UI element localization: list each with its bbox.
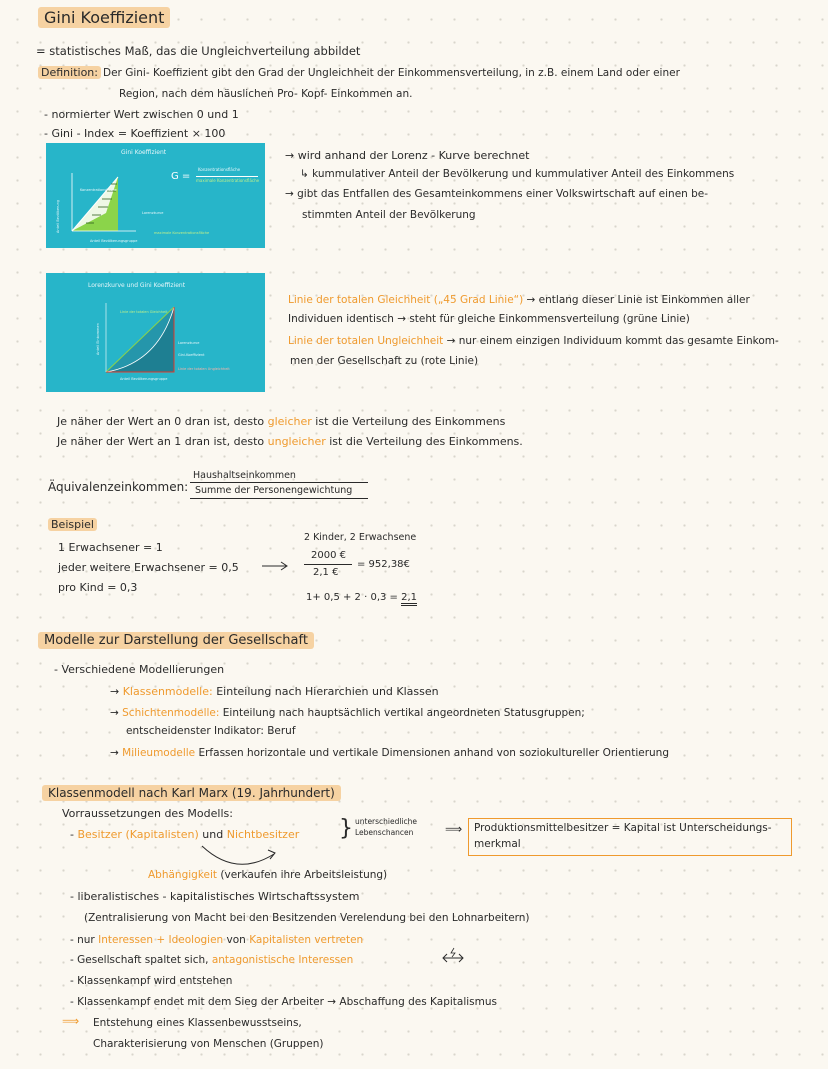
note-entfallen: → gibt das Entfallen des Gesamteinkommens einer Volkswirtschaft auf einen be- xyxy=(285,188,709,200)
aequivalenz-underline xyxy=(190,498,368,499)
definition-text-cont: Region, nach dem häuslichen Pro- Kopf- Einkommen an. xyxy=(119,88,413,100)
beispiel-haushalt: 2 Kinder, 2 Erwachsene xyxy=(304,532,417,543)
marx-klassenbewusstsein: Entstehung eines Klassenbewusstseins, xyxy=(93,1017,302,1029)
marx-conclusion-arrow-icon: ⟹ xyxy=(62,1014,80,1028)
aequivalenz-label: Äquivalenzeinkommen: xyxy=(48,480,189,494)
marx-brace-note-2: Lebenschancen xyxy=(355,828,414,837)
bullet-normierter-wert: - normierter Wert zwischen 0 und 1 xyxy=(44,108,239,121)
definition-summary: = statistisches Maß, das die Ungleichverteilung abbildet xyxy=(36,44,361,58)
note-gleichheit-cont: Individuen identisch → steht für gleiche Einkommensverteilung (grüne Linie) xyxy=(288,313,690,325)
comparison-line-1: Je näher der Wert an 1 dran ist, desto ungleicher ist die Verteilung des Einkommens. xyxy=(57,435,523,448)
note-entfallen-cont: stimmten Anteil der Bevölkerung xyxy=(302,209,476,221)
gini-formula-g: G = xyxy=(171,171,191,182)
marx-voraussetzungen: Vorraussetzungen des Modells: xyxy=(62,807,233,820)
marx-brace-note-1: unterschiedliche xyxy=(355,817,418,826)
modell-schichten-cont: entscheidenster Indikator: Beruf xyxy=(126,725,296,737)
marx-brace-icon: } xyxy=(339,816,353,841)
comparison-line-0: Je näher der Wert an 0 dran ist, desto gleicher ist die Verteilung des Einkommens xyxy=(57,415,506,428)
beispiel-arrow-icon xyxy=(262,561,292,571)
axis-y-label: Anteil Bevölkerung xyxy=(56,199,60,233)
modelle-subtitle: - Verschiedene Modellierungen xyxy=(54,663,225,676)
marx-box-line-1: Produktionsmittelbesitzer = Kapital ist Unterscheidungs- xyxy=(474,822,772,834)
beispiel-result: = 952,38€ xyxy=(357,559,410,570)
bullet-gini-index: - Gini - Index = Koeffizient × 100 xyxy=(44,127,226,140)
label-gini-koeffizient: Gini-Koeffizient xyxy=(178,353,205,357)
definition-text: Der Gini- Koeffizient gibt den Grad der Ungleichheit der Einkommensverteilung, in z.B. einem Land oder einer xyxy=(103,67,680,79)
gini-formula-denominator: maximale Konzentrationsfläche xyxy=(196,178,260,183)
beispiel-numerator: 2000 € xyxy=(311,550,346,561)
label-konzentrationsflaeche: Konzentrationsfläche xyxy=(80,188,117,192)
beispiel-weiterer: jeder weitere Erwachsener = 0,5 xyxy=(58,561,239,574)
modell-klassen: → Klassenmodelle: Einteilung nach Hierarchien und Klassen xyxy=(110,685,439,698)
label-linie-gleichheit: Linie der totalen Gleichheit xyxy=(120,310,168,314)
marx-besitzer-line: - Besitzer (Kapitalisten) und Nichtbesitzer xyxy=(70,828,300,841)
marx-bullet-gesellschaft: - Gesellschaft spaltet sich, antagonistische Interessen xyxy=(70,954,354,966)
section-modelle-title: Modelle zur Darstellung der Gesellschaft xyxy=(38,634,314,648)
page-title: Gini Koeffizient xyxy=(38,11,170,25)
marx-abhaengigkeit: Abhängigkeit (verkaufen ihre Arbeitsleistung) xyxy=(148,869,388,881)
conflict-arrow-icon xyxy=(441,948,467,964)
label-lorenzkurve-2: Lorenzkurve xyxy=(178,341,200,345)
beispiel-kind: pro Kind = 0,3 xyxy=(58,581,138,594)
marx-bullet-sieg: - Klassenkampf endet mit dem Sieg der Arbeiter → Abschaffung des Kapitalismus xyxy=(70,996,497,1008)
label-linie-ungleichheit: Linie der totalen Ungleichheit xyxy=(178,367,230,371)
note-kumulativ: ↳ kummulativer Anteil der Bevölkerung und kummulativer Anteil des Einkommens xyxy=(300,168,735,180)
beispiel-erwachsener: 1 Erwachsener = 1 xyxy=(58,541,163,554)
definition-label: Definition: xyxy=(38,66,101,80)
axis-x-label-2: Anteil Bevölkerungsgruppe xyxy=(120,377,168,381)
note-ungleichheit-cont: men der Gesellschaft zu (rote Linie) xyxy=(290,355,479,367)
note-gleichheit: Linie der totalen Gleichheit („45 Grad Linie“) → entlang dieser Linie ist Einkommen aller xyxy=(288,294,750,306)
aequivalenz-denominator: Summe der Personengewichtung xyxy=(195,485,353,496)
marx-bullet-wirtschaftssystem: - liberalistisches - kapitalistisches Wirtschaftssystem xyxy=(70,890,360,903)
modell-schichten: → Schichtenmodelle: Einteilung nach hauptsächlich vertikal angeordneten Statusgruppen; xyxy=(110,707,585,719)
beispiel-denominator: 2,1 € xyxy=(313,567,339,578)
lorenz-diagram-title: Lorenzkurve und Gini Koeffizient xyxy=(88,282,186,289)
gini-diagram-image xyxy=(46,143,265,248)
marx-implies-arrow-icon: ⟹ xyxy=(445,822,463,836)
gini-formula-numerator: Konzentrationsfläche xyxy=(198,167,241,172)
beispiel-fraction-line xyxy=(304,564,352,565)
note-lorenz-berechnet: → wird anhand der Lorenz - Kurve berechnet xyxy=(285,149,530,162)
modell-milieu: → Milieumodelle Erfassen horizontale und vertikale Dimensionen anhand von soziokultureller Orientierung xyxy=(110,747,669,759)
marx-bullet-zentralisierung: (Zentralisierung von Macht bei den Besitzenden Verelendung bei den Lohnarbeitern) xyxy=(84,912,530,924)
label-max-konzentration: maximale Konzentrationsfläche xyxy=(154,231,210,235)
axis-x-label: Anteil Bevölkerungsgruppe xyxy=(90,239,138,243)
marx-bullet-interessen: - nur Interessen + Ideologien von Kapitalisten vertreten xyxy=(70,934,364,946)
label-lorenzkurve: Lorenzkurve xyxy=(142,211,164,215)
beispiel-label: Beispiel xyxy=(48,518,97,532)
marx-charakterisierung: Charakterisierung von Menschen (Gruppen) xyxy=(93,1038,324,1050)
section-marx-title: Klassenmodell nach Karl Marx (19. Jahrhundert) xyxy=(42,786,341,800)
gini-diagram-title: Gini Koeffizient xyxy=(121,149,167,156)
marx-bullet-klassenkampf: - Klassenkampf wird entstehen xyxy=(70,975,233,987)
lorenz-diagram-image xyxy=(46,273,265,392)
beispiel-calculation: 1+ 0,5 + 2 · 0,3 = 2,1 xyxy=(306,591,417,605)
aequivalenz-numerator: Haushaltseinkommen xyxy=(193,470,296,481)
aequivalenz-fraction-line xyxy=(190,482,368,483)
note-ungleichheit: Linie der totalen Ungleichheit → nur einem einzigen Individuum kommt das gesamte Einkom- xyxy=(288,335,779,347)
axis-y-label-2: Anteil Einkommen xyxy=(96,323,100,355)
lorenz-chart xyxy=(46,273,265,392)
marx-box-line-2: merkmal xyxy=(474,838,521,850)
